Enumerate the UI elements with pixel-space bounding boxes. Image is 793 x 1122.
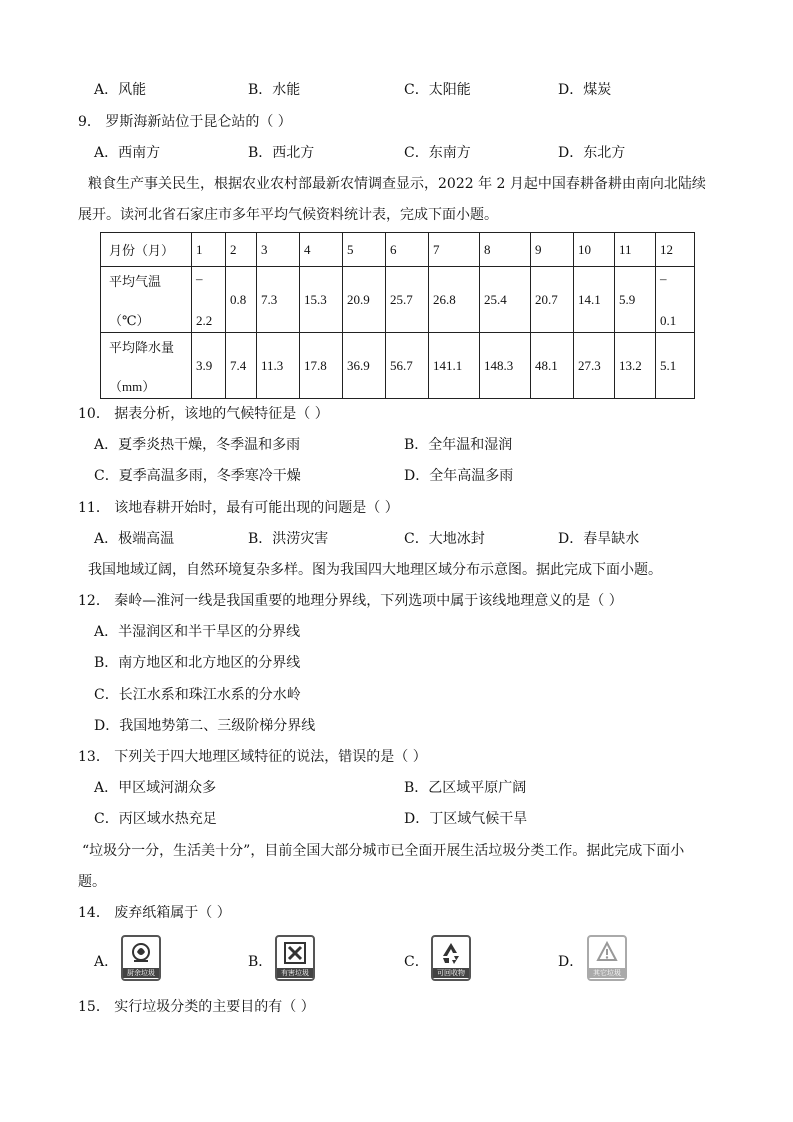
hazardous-waste-caption: 有害垃圾 (277, 968, 313, 978)
q10-option-a[interactable]: A．夏季炎热干燥，冬季温和多雨 (94, 437, 301, 453)
recyclable-caption: 可回收物 (433, 968, 469, 978)
recycle-glyph (438, 940, 464, 966)
q12-option-c[interactable]: C．长江水系和珠江水系的分水岭 (94, 687, 301, 703)
temperature-cell: 15.3 (300, 267, 343, 333)
q9-options (94, 141, 734, 165)
q13-stem: 13． 下列关于四大地理区域特征的说法，错误的是（ ） (78, 749, 427, 765)
table-row-temperature (101, 267, 695, 333)
q13-options-row-2 (94, 807, 734, 831)
temperature-cell: 7.3 (257, 267, 300, 333)
q11-option-d[interactable]: D．春旱缺水 (558, 531, 640, 547)
q14-option-d-label[interactable]: D． (558, 954, 584, 970)
month-cell: 11 (615, 233, 656, 267)
temperature-header (101, 267, 192, 333)
intro-paragraph-1-line-1: 粮食生产事关民生，根据农业农村部最新农情调查显示，2022 年 2 月起中国春耕备耕由南向北陆续 (88, 176, 706, 192)
q13-option-a[interactable]: A．甲区域河湖众多 (94, 780, 217, 796)
q10-options-row-2 (94, 464, 734, 488)
q11-options (94, 527, 734, 551)
temperature-cell: 0.8 (226, 267, 257, 333)
month-cell: 3 (257, 233, 300, 267)
precipitation-cell: 13.2 (615, 333, 656, 399)
q14-option-b-label[interactable]: B． (248, 954, 273, 970)
precipitation-cell: 5.1 (656, 333, 695, 399)
other-waste-caption: 其它垃圾 (589, 968, 625, 978)
climate-table (100, 232, 695, 399)
month-header: 月份（月） (101, 233, 192, 267)
month-cell: 7 (429, 233, 480, 267)
month-cell: 5 (343, 233, 386, 267)
precipitation-header (101, 333, 192, 399)
recyclable-icon[interactable] (431, 935, 471, 981)
temperature-cell: 25.4 (480, 267, 531, 333)
q10-options-row-1 (94, 433, 734, 457)
table-row-months (101, 233, 695, 267)
q9-option-c[interactable]: C．东南方 (404, 145, 471, 161)
other-waste-glyph (594, 940, 620, 966)
q13-option-c[interactable]: C．丙区域水热充足 (94, 811, 217, 827)
q13-options-row-1 (94, 776, 734, 800)
precipitation-cell: 148.3 (480, 333, 531, 399)
precipitation-cell: 11.3 (257, 333, 300, 399)
q13-option-d[interactable]: D．丁区域气候干旱 (404, 811, 528, 827)
temperature-cell: 5.9 (615, 267, 656, 333)
temperature-dec-value: 0.1 (660, 312, 677, 328)
precipitation-header-line-1: 平均降水量 (109, 339, 175, 355)
q12-option-d[interactable]: D．我国地势第二、三级阶梯分界线 (94, 718, 316, 734)
q13-option-b[interactable]: B．乙区域平原广阔 (404, 780, 527, 796)
kitchen-waste-icon[interactable] (121, 935, 161, 981)
month-cell: 4 (300, 233, 343, 267)
precipitation-cell: 17.8 (300, 333, 343, 399)
q8-option-b[interactable]: B．水能 (248, 82, 301, 98)
table-row-precipitation (101, 333, 695, 399)
q8-option-c[interactable]: C．太阳能 (404, 82, 471, 98)
q10-option-d[interactable]: D．全年高温多雨 (404, 468, 514, 484)
temperature-cell-dec (656, 267, 695, 333)
q14-option-a-label[interactable]: A． (94, 954, 119, 970)
q10-option-b[interactable]: B．全年温和湿润 (404, 437, 513, 453)
temperature-cell: 14.1 (574, 267, 615, 333)
q10-stem: 10． 据表分析，该地的气候特征是（ ） (78, 406, 329, 422)
q12-option-a[interactable]: A．半湿润区和半干旱区的分界线 (94, 624, 301, 640)
precipitation-cell: 48.1 (531, 333, 574, 399)
temperature-cell: 20.9 (343, 267, 386, 333)
precipitation-header-line-2: （mm） (109, 378, 156, 394)
kitchen-waste-glyph (128, 940, 154, 966)
q8-option-d[interactable]: D．煤炭 (558, 82, 612, 98)
q9-option-a[interactable]: A．西南方 (94, 145, 161, 161)
temperature-dec-stack (660, 271, 690, 329)
q12-option-b[interactable]: B．南方地区和北方地区的分界线 (94, 655, 301, 671)
q9-option-b[interactable]: B．西北方 (248, 145, 315, 161)
q11-option-a[interactable]: A．极端高温 (94, 531, 175, 547)
precipitation-cell: 141.1 (429, 333, 480, 399)
month-cell: 1 (192, 233, 226, 267)
hazardous-waste-icon[interactable] (275, 935, 315, 981)
other-waste-icon[interactable] (587, 935, 627, 981)
temperature-header-stack (109, 271, 187, 329)
month-cell: 6 (386, 233, 429, 267)
precipitation-cell: 56.7 (386, 333, 429, 399)
q11-stem: 11． 该地春耕开始时，最有可能出现的问题是（ ） (78, 500, 399, 516)
q9-option-d[interactable]: D．东北方 (558, 145, 626, 161)
temperature-jan-stack (196, 271, 221, 329)
month-cell: 2 (226, 233, 257, 267)
precipitation-header-stack (109, 337, 187, 395)
q8-option-a[interactable]: A．风能 (94, 82, 147, 98)
intro-paragraph-1-line-2: 展开。读河北省石家庄市多年平均气候资料统计表，完成下面小题。 (78, 207, 498, 223)
q11-option-c[interactable]: C．大地冰封 (404, 531, 485, 547)
temperature-header-line-1: 平均气温 (109, 273, 162, 289)
precipitation-cell: 27.3 (574, 333, 615, 399)
q8-options (94, 78, 734, 102)
precipitation-cell: 36.9 (343, 333, 386, 399)
q14-stem: 14． 废弃纸箱属于（ ） (78, 905, 231, 921)
intro-paragraph-3-line-2: 题。 (78, 874, 106, 890)
q15-stem: 15． 实行垃圾分类的主要目的有（ ） (78, 999, 315, 1015)
temperature-cell: 26.8 (429, 267, 480, 333)
intro-paragraph-2: 我国地域辽阔，自然环境复杂多样。图为我国四大地理区域分布示意图。据此完成下面小题。 (88, 562, 662, 578)
month-cell: 9 (531, 233, 574, 267)
month-cell: 12 (656, 233, 695, 267)
temperature-jan-value: 2.2 (196, 312, 213, 328)
q11-option-b[interactable]: B．洪涝灾害 (248, 531, 329, 547)
q12-stem: 12． 秦岭—淮河一线是我国重要的地理分界线，下列选项中属于该线地理意义的是（ ） (78, 593, 623, 609)
negative-sign: – (660, 270, 667, 286)
temperature-cell: 20.7 (531, 267, 574, 333)
precipitation-cell: 7.4 (226, 333, 257, 399)
q14-option-c-label[interactable]: C． (404, 954, 429, 970)
temperature-cell-jan (192, 267, 226, 333)
q9-stem: 9． 罗斯海新站位于昆仑站的（ ） (78, 114, 292, 130)
intro-paragraph-3-line-1: “垃圾分一分，生活美十分”，目前全国大部分城市已全面开展生活垃圾分类工作。据此完成下面小 (82, 843, 685, 859)
month-cell: 8 (480, 233, 531, 267)
precipitation-cell: 3.9 (192, 333, 226, 399)
negative-sign: – (196, 270, 203, 286)
hazardous-waste-glyph (282, 940, 308, 966)
temperature-header-line-2: （℃） (109, 312, 150, 328)
month-cell: 10 (574, 233, 615, 267)
q10-option-c[interactable]: C．夏季高温多雨，冬季寒冷干燥 (94, 468, 301, 484)
kitchen-waste-caption: 厨余垃圾 (123, 968, 159, 978)
temperature-cell: 25.7 (386, 267, 429, 333)
